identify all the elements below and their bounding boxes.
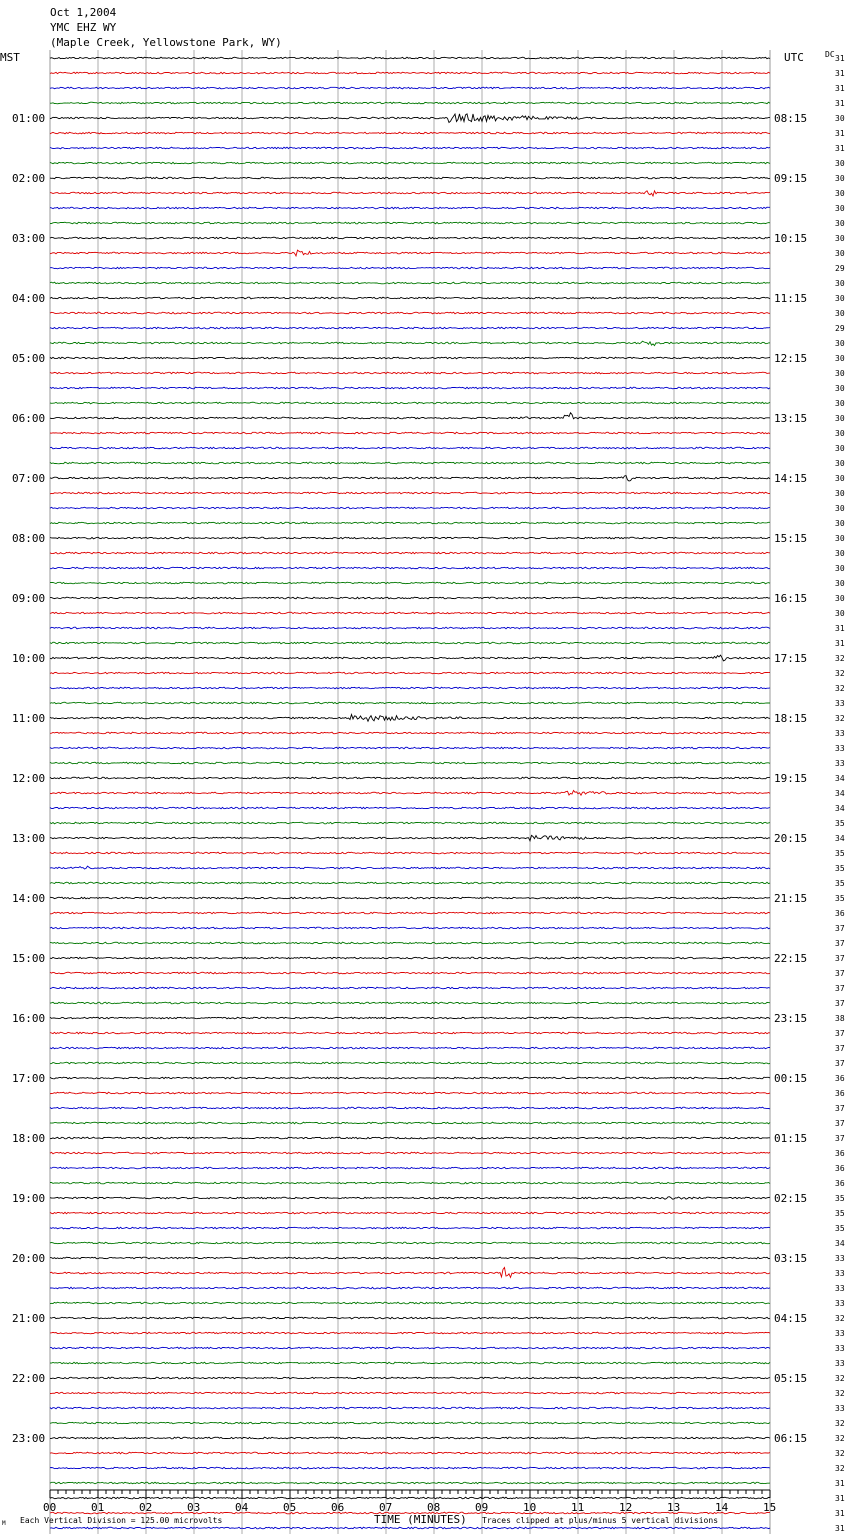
trace-row-5 [50, 132, 770, 134]
trace-row-53 [50, 852, 770, 854]
dc-offset-value: 30 [835, 159, 845, 168]
dc-offset-value: 37 [835, 939, 845, 948]
hour-label-left: 11:00 [12, 712, 46, 725]
trace-row-83 [50, 1302, 770, 1304]
dc-offset-value: 36 [835, 1149, 845, 1158]
dc-offset-value: 30 [835, 174, 845, 183]
left-hour-labels [12, 112, 45, 1445]
trace-row-44 [50, 715, 770, 722]
trace-row-18 [50, 327, 770, 329]
hour-label-left: 12:00 [12, 772, 46, 785]
dc-offset-value: 31 [835, 69, 845, 78]
trace-row-37 [50, 612, 770, 614]
hour-label-left: 22:00 [12, 1372, 46, 1385]
dc-offset-value: 32 [835, 684, 845, 693]
dc-offset-value: 34 [835, 804, 845, 813]
hour-label-right: 13:15 [774, 412, 808, 425]
x-tick-label: 13 [667, 1501, 681, 1514]
x-tick-label: 07 [379, 1501, 393, 1514]
seismogram-traces [50, 57, 770, 1534]
trace-row-57 [50, 912, 770, 914]
dc-offset-value: 30 [835, 579, 845, 588]
trace-row-51 [50, 822, 770, 824]
dc-offset-value: 37 [835, 1044, 845, 1053]
dc-offset-value: 30 [835, 504, 845, 513]
hour-label-right: 06:15 [774, 1432, 808, 1445]
x-tick-label: 08 [427, 1501, 441, 1514]
trace-row-28 [50, 476, 770, 481]
dc-offset-value: 37 [835, 969, 845, 978]
trace-row-13 [50, 250, 770, 256]
trace-row-93 [50, 1452, 770, 1454]
dc-offset-value: 32 [835, 1449, 845, 1458]
trace-row-54 [50, 866, 770, 869]
corner-mark: M [2, 1520, 6, 1527]
hour-label-right: 15:15 [774, 532, 808, 545]
dc-offset-labels [835, 54, 845, 1534]
dc-offset-value: 33 [835, 699, 845, 708]
trace-row-65 [50, 1032, 770, 1034]
dc-offset-value: 37 [835, 924, 845, 933]
hour-label-left: 20:00 [12, 1252, 46, 1265]
trace-row-69 [50, 1092, 770, 1094]
trace-row-2 [50, 87, 770, 89]
dc-offset-value: 32 [835, 1464, 845, 1473]
dc-offset-value: 30 [835, 309, 845, 318]
hour-label-right: 11:15 [774, 292, 808, 305]
trace-row-55 [50, 882, 770, 884]
left-timezone-label: MST [0, 51, 20, 64]
trace-row-40 [50, 655, 770, 661]
dc-offset-value: 36 [835, 1074, 845, 1083]
dc-offset-value: 32 [835, 714, 845, 723]
dc-offset-value: 30 [835, 594, 845, 603]
trace-row-6 [50, 147, 770, 149]
trace-row-32 [50, 537, 770, 539]
dc-offset-value: 30 [835, 279, 845, 288]
dc-offset-value: 37 [835, 1029, 845, 1038]
dc-offset-value: 32 [835, 1314, 845, 1323]
hour-label-right: 22:15 [774, 952, 808, 965]
dc-offset-value: 30 [835, 339, 845, 348]
x-tick-label: 05 [283, 1501, 297, 1514]
hour-label-left: 09:00 [12, 592, 46, 605]
hour-label-left: 15:00 [12, 952, 46, 965]
dc-offset-value: 37 [835, 954, 845, 963]
hour-label-right: 10:15 [774, 232, 808, 245]
trace-row-64 [50, 1017, 770, 1019]
trace-row-67 [50, 1062, 770, 1064]
dc-offset-value: 32 [835, 1374, 845, 1383]
dc-offset-value: 32 [835, 1389, 845, 1398]
trace-row-74 [50, 1167, 770, 1169]
trace-row-76 [50, 1197, 770, 1200]
trace-row-38 [50, 627, 770, 629]
dc-offset-value: 31 [835, 129, 845, 138]
trace-row-43 [50, 702, 770, 704]
hour-label-right: 23:15 [774, 1012, 808, 1025]
trace-row-68 [50, 1077, 770, 1079]
hour-label-right: 12:15 [774, 352, 808, 365]
dc-offset-value: 31 [835, 144, 845, 153]
trace-row-88 [50, 1377, 770, 1379]
trace-row-87 [50, 1362, 770, 1364]
hour-label-left: 08:00 [12, 532, 46, 545]
trace-row-90 [50, 1407, 770, 1409]
x-tick-label: 04 [235, 1501, 249, 1514]
dc-offset-value: 37 [835, 984, 845, 993]
trace-row-49 [50, 791, 770, 796]
trace-row-82 [50, 1287, 770, 1289]
trace-row-70 [50, 1107, 770, 1109]
dc-offset-value: 33 [835, 759, 845, 768]
hour-label-right: 01:15 [774, 1132, 808, 1145]
dc-offset-header: DC [825, 50, 835, 59]
trace-row-92 [50, 1437, 770, 1439]
x-tick-label: 01 [91, 1501, 105, 1514]
hour-label-right: 04:15 [774, 1312, 808, 1325]
trace-row-19 [50, 341, 770, 345]
dc-offset-value: 35 [835, 1194, 845, 1203]
hour-label-right: 14:15 [774, 472, 808, 485]
dc-offset-value: 30 [835, 429, 845, 438]
trace-row-7 [50, 162, 770, 164]
dc-offset-value: 33 [835, 1329, 845, 1338]
trace-row-98 [50, 1527, 770, 1529]
trace-row-34 [50, 567, 770, 569]
hour-label-left: 05:00 [12, 352, 46, 365]
scale-note: Each Vertical Division = 125.00 microvolts [20, 1516, 223, 1525]
right-timezone-label: UTC [784, 51, 804, 64]
dc-offset-value: 33 [835, 1254, 845, 1263]
dc-offset-value: 33 [835, 744, 845, 753]
dc-offset-value: 37 [835, 999, 845, 1008]
trace-row-77 [50, 1212, 770, 1214]
trace-row-30 [50, 507, 770, 509]
trace-row-78 [50, 1227, 770, 1229]
hour-label-left: 04:00 [12, 292, 46, 305]
dc-offset-value: 37 [835, 1134, 845, 1143]
dc-offset-value: 30 [835, 294, 845, 303]
dc-offset-value: 35 [835, 894, 845, 903]
dc-offset-value: 30 [835, 354, 845, 363]
trace-row-50 [50, 807, 770, 809]
dc-offset-value: 30 [835, 369, 845, 378]
trace-row-22 [50, 387, 770, 389]
hour-label-left: 01:00 [12, 112, 46, 125]
dc-offset-value: 35 [835, 1224, 845, 1233]
trace-row-79 [50, 1242, 770, 1244]
dc-offset-value: 30 [835, 459, 845, 468]
trace-row-4 [50, 114, 770, 123]
dc-offset-value: 30 [835, 609, 845, 618]
dc-offset-value: 30 [835, 204, 845, 213]
dc-offset-value: 30 [835, 549, 845, 558]
dc-offset-value: 30 [835, 234, 845, 243]
hour-label-right: 21:15 [774, 892, 808, 905]
trace-row-29 [50, 492, 770, 494]
dc-offset-value: 32 [835, 1419, 845, 1428]
dc-offset-value: 32 [835, 1434, 845, 1443]
hour-label-left: 03:00 [12, 232, 46, 245]
header-location: (Maple Creek, Yellowstone Park, WY) [50, 36, 282, 49]
trace-row-66 [50, 1047, 770, 1049]
dc-offset-value: 31 [835, 624, 845, 633]
trace-row-94 [50, 1467, 770, 1469]
right-hour-labels [774, 112, 807, 1445]
trace-row-17 [50, 312, 770, 314]
hour-label-right: 08:15 [774, 112, 808, 125]
hour-label-right: 05:15 [774, 1372, 808, 1385]
trace-row-48 [50, 777, 770, 779]
hour-label-left: 02:00 [12, 172, 46, 185]
trace-row-58 [50, 927, 770, 929]
dc-offset-value: 32 [835, 654, 845, 663]
dc-offset-value: 30 [835, 399, 845, 408]
dc-offset-value: 30 [835, 534, 845, 543]
trace-row-85 [50, 1332, 770, 1334]
hour-label-left: 23:00 [12, 1432, 46, 1445]
trace-row-27 [50, 462, 770, 464]
hour-label-left: 13:00 [12, 832, 46, 845]
hour-label-right: 03:15 [774, 1252, 808, 1265]
hour-label-left: 07:00 [12, 472, 46, 485]
hour-label-left: 06:00 [12, 412, 46, 425]
x-tick-label: 00 [43, 1501, 57, 1514]
dc-offset-value: 30 [835, 414, 845, 423]
dc-offset-value: 30 [835, 189, 845, 198]
dc-offset-value: 31 [835, 1494, 845, 1503]
dc-offset-value: 33 [835, 1344, 845, 1353]
dc-offset-value: 30 [835, 489, 845, 498]
dc-offset-value: 30 [835, 384, 845, 393]
hour-label-right: 20:15 [774, 832, 808, 845]
x-tick-label: 02 [139, 1501, 153, 1514]
hour-label-left: 19:00 [12, 1192, 46, 1205]
trace-row-26 [50, 447, 770, 449]
trace-row-61 [50, 972, 770, 974]
trace-row-31 [50, 522, 770, 524]
dc-offset-value: 30 [835, 474, 845, 483]
trace-row-10 [50, 207, 770, 209]
dc-offset-value: 35 [835, 864, 845, 873]
x-tick-label: 10 [523, 1501, 537, 1514]
dc-offset-value: 31 [835, 1509, 845, 1518]
trace-row-96 [50, 1497, 770, 1499]
dc-offset-value: 33 [835, 1269, 845, 1278]
dc-offset-value: 35 [835, 1209, 845, 1218]
hour-label-right: 02:15 [774, 1192, 808, 1205]
trace-row-56 [50, 897, 770, 899]
dc-offset-value: 30 [835, 564, 845, 573]
dc-offset-value: 33 [835, 1404, 845, 1413]
x-tick-label: 12 [619, 1501, 633, 1514]
dc-offset-value: 33 [835, 1284, 845, 1293]
trace-row-11 [50, 222, 770, 224]
dc-offset-value: 38 [835, 1014, 845, 1023]
dc-offset-value: 30 [835, 219, 845, 228]
dc-offset-value: 36 [835, 1089, 845, 1098]
dc-offset-value: 34 [835, 1239, 845, 1248]
trace-row-89 [50, 1392, 770, 1394]
hour-label-right: 16:15 [774, 592, 808, 605]
hour-label-left: 16:00 [12, 1012, 46, 1025]
trace-row-42 [50, 687, 770, 689]
trace-row-16 [50, 297, 770, 299]
trace-row-15 [50, 282, 770, 284]
trace-row-71 [50, 1122, 770, 1124]
dc-offset-value: 33 [835, 1299, 845, 1308]
trace-row-20 [50, 357, 770, 359]
trace-row-46 [50, 747, 770, 749]
trace-row-35 [50, 582, 770, 584]
dc-offset-value: 30 [835, 519, 845, 528]
dc-offset-value: 31 [835, 99, 845, 108]
trace-row-24 [50, 413, 770, 419]
trace-row-14 [50, 267, 770, 269]
dc-offset-value: 35 [835, 819, 845, 828]
dc-offset-value: 36 [835, 909, 845, 918]
hour-label-left: 10:00 [12, 652, 46, 665]
trace-row-45 [50, 732, 770, 734]
trace-row-0 [50, 57, 770, 59]
hour-label-right: 09:15 [774, 172, 808, 185]
dc-offset-value: 30 [835, 114, 845, 123]
dc-offset-value: 29 [835, 324, 845, 333]
x-axis [43, 1490, 776, 1514]
hour-label-right: 17:15 [774, 652, 808, 665]
trace-row-12 [50, 237, 770, 239]
dc-offset-value: 32 [835, 669, 845, 678]
dc-offset-value: 34 [835, 789, 845, 798]
dc-offset-value: 36 [835, 1179, 845, 1188]
trace-row-25 [50, 432, 770, 434]
trace-row-41 [50, 672, 770, 674]
trace-row-84 [50, 1317, 770, 1319]
dc-offset-value: 34 [835, 774, 845, 783]
dc-offset-value: 34 [835, 834, 845, 843]
dc-offset-value: 33 [835, 1359, 845, 1368]
trace-row-86 [50, 1347, 770, 1349]
x-tick-label: 03 [187, 1501, 201, 1514]
header-date: Oct 1,2004 [50, 6, 117, 19]
minute-gridlines [50, 50, 770, 1534]
clip-note: Traces clipped at plus/minus 5 vertical divisions [482, 1516, 719, 1525]
x-tick-label: 11 [571, 1501, 585, 1514]
dc-offset-value: 33 [835, 729, 845, 738]
hour-label-right: 19:15 [774, 772, 808, 785]
dc-offset-value: 31 [835, 1479, 845, 1488]
hour-label-left: 18:00 [12, 1132, 46, 1145]
dc-offset-value: 31 [835, 84, 845, 93]
trace-row-59 [50, 942, 770, 944]
trace-row-8 [50, 177, 770, 179]
trace-row-47 [50, 762, 770, 764]
trace-row-95 [50, 1482, 770, 1484]
x-tick-label: 06 [331, 1501, 345, 1514]
dc-offset-value: 35 [835, 849, 845, 858]
trace-row-63 [50, 1002, 770, 1004]
trace-row-36 [50, 597, 770, 599]
trace-row-80 [50, 1257, 770, 1259]
dc-offset-value: 30 [835, 444, 845, 453]
x-tick-label: 15 [763, 1501, 777, 1514]
x-axis-label: TIME (MINUTES) [374, 1513, 467, 1526]
dc-offset-value: 31 [835, 1524, 845, 1533]
hour-label-left: 14:00 [12, 892, 46, 905]
trace-row-23 [50, 402, 770, 404]
dc-offset-value: 37 [835, 1104, 845, 1113]
hour-label-right: 18:15 [774, 712, 808, 725]
trace-row-91 [50, 1422, 770, 1424]
trace-row-39 [50, 642, 770, 644]
x-tick-label: 09 [475, 1501, 489, 1514]
trace-row-62 [50, 987, 770, 989]
trace-row-9 [50, 191, 770, 196]
dc-offset-value: 31 [835, 639, 845, 648]
trace-row-21 [50, 372, 770, 374]
dc-offset-value: 30 [835, 249, 845, 258]
trace-row-72 [50, 1137, 770, 1139]
hour-label-left: 17:00 [12, 1072, 46, 1085]
hour-label-left: 21:00 [12, 1312, 46, 1325]
header-station: YMC EHZ WY [50, 21, 117, 34]
dc-offset-value: 37 [835, 1059, 845, 1068]
dc-offset-value: 37 [835, 1119, 845, 1128]
trace-row-73 [50, 1152, 770, 1154]
trace-row-1 [50, 72, 770, 74]
dc-offset-value: 35 [835, 879, 845, 888]
trace-row-33 [50, 552, 770, 554]
trace-row-60 [50, 957, 770, 959]
trace-row-3 [50, 102, 770, 104]
trace-row-81 [50, 1268, 770, 1278]
dc-offset-value: 36 [835, 1164, 845, 1173]
hour-label-right: 00:15 [774, 1072, 808, 1085]
dc-offset-value: 31 [835, 54, 845, 63]
trace-row-75 [50, 1182, 770, 1184]
x-tick-label: 14 [715, 1501, 729, 1514]
dc-offset-value: 29 [835, 264, 845, 273]
trace-row-52 [50, 835, 770, 840]
